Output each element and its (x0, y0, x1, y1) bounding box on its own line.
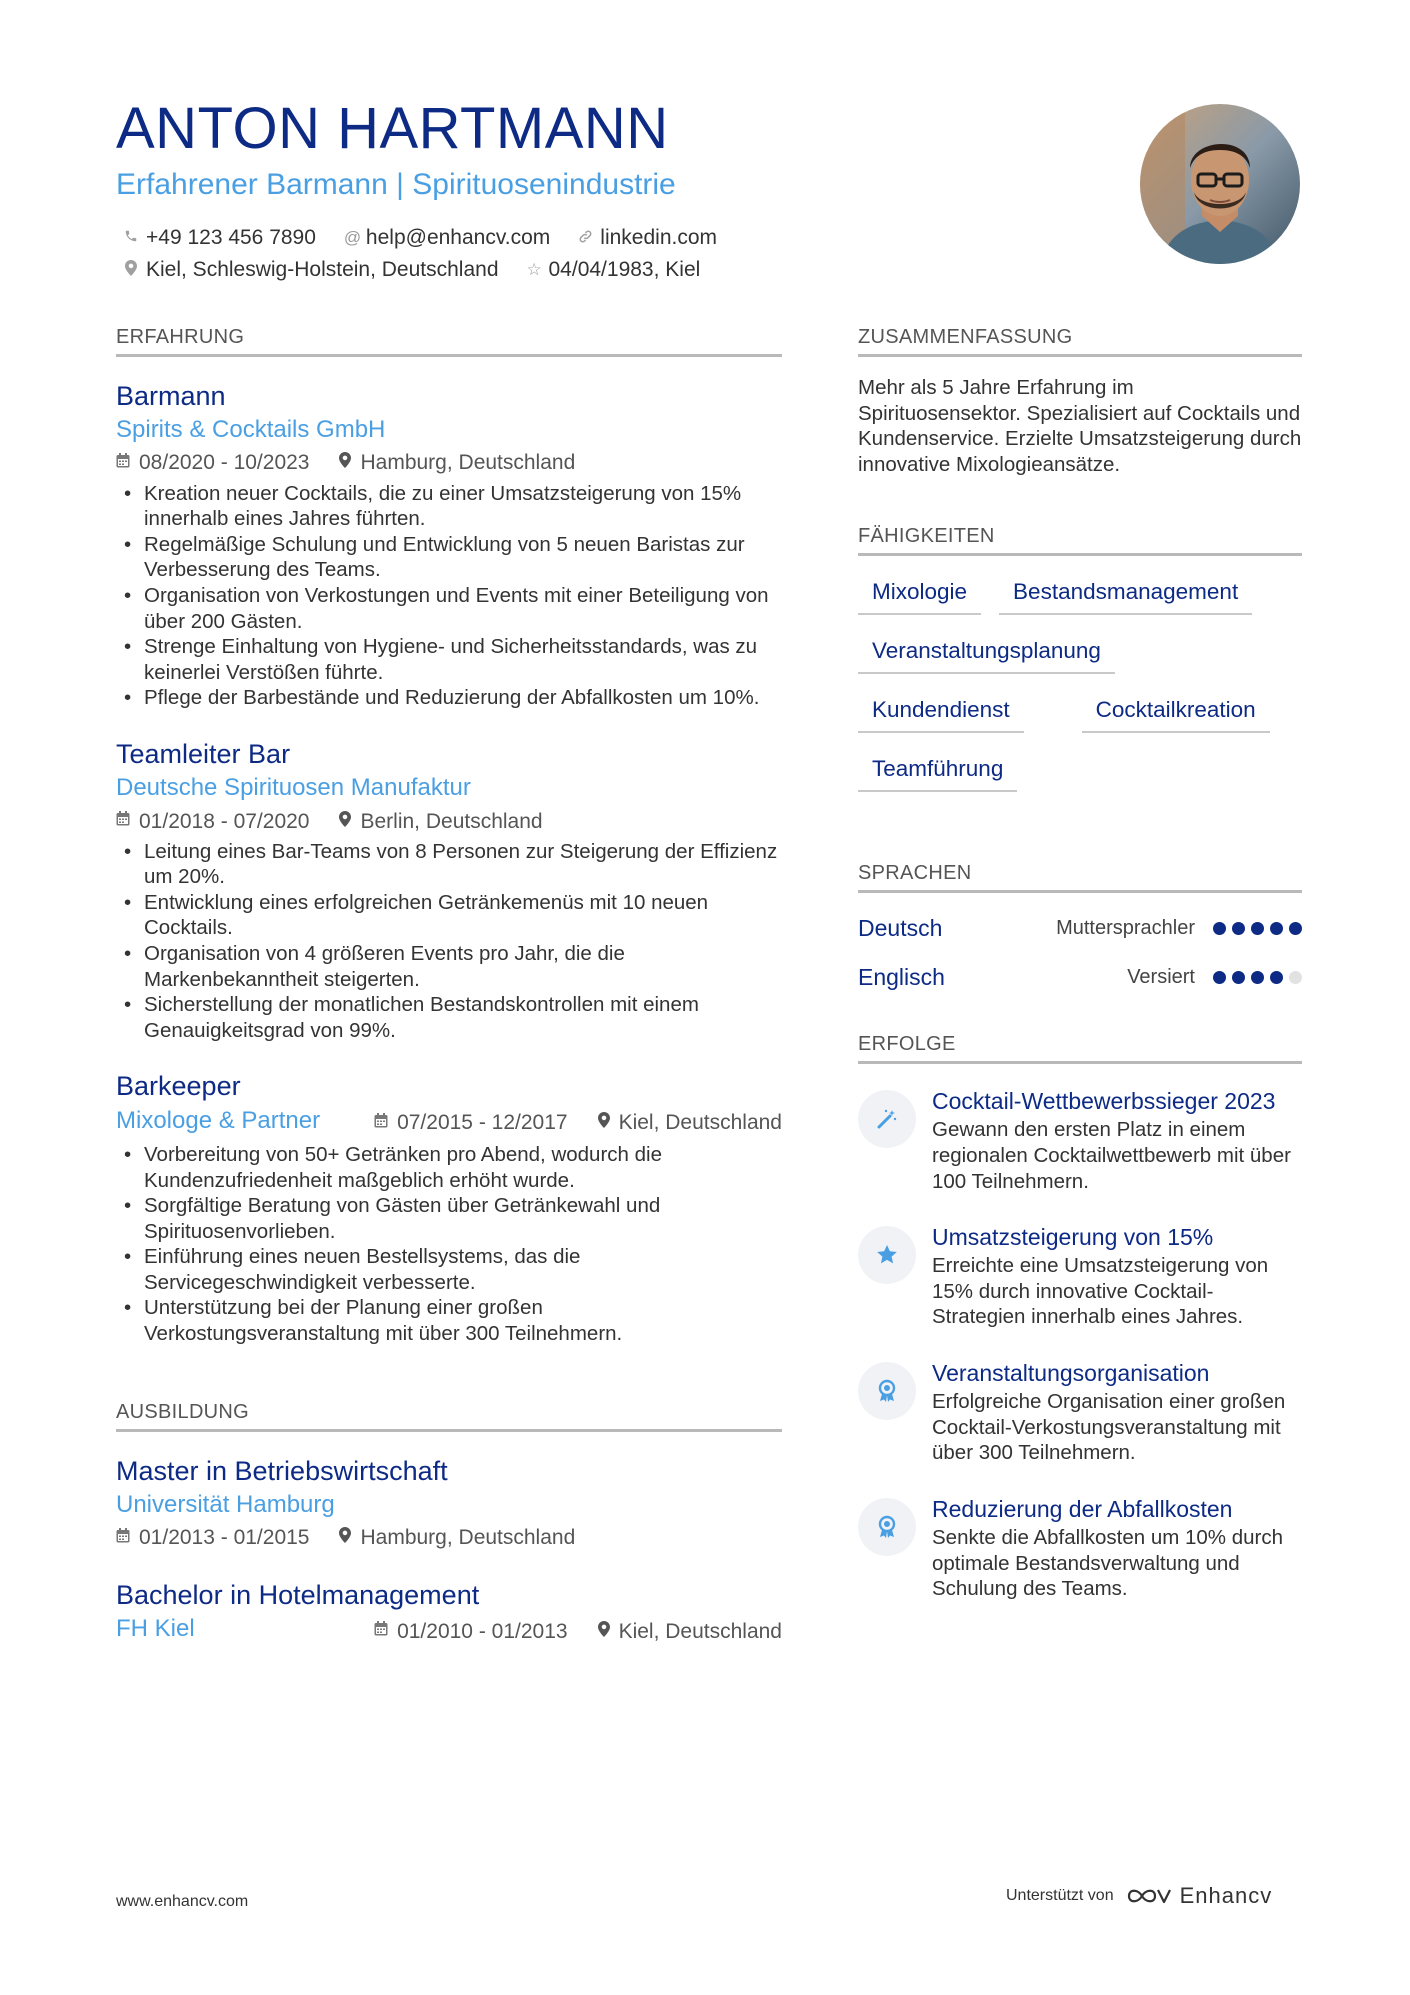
achievement (858, 1358, 1302, 1466)
achievement-desc: Gewann den ersten Platz in einem regionalen Cocktailwettbewerb mit über 100 Teilnehmern. (932, 1118, 1291, 1193)
skills-list (858, 578, 1302, 792)
calendar-icon (374, 1621, 388, 1641)
bullet: • Regelmäßige Schulung und Entwicklung von 5 neuen Baristas zur Verbesserung des Teams. (116, 532, 782, 583)
school: FH Kiel (116, 1615, 195, 1643)
job-meta (374, 1110, 782, 1135)
achievement-title: Veranstaltungsorganisation (932, 1360, 1210, 1387)
phone-number[interactable]: +49 123 456 7890 (146, 226, 316, 249)
skill-tag: Veranstaltungsplanung (858, 637, 1115, 674)
candidate-title: Erfahrener Barmann | Spirituosenindustrie (116, 168, 676, 201)
location-pin-icon (339, 811, 351, 832)
bullet: • Strenge Einhaltung von Hygiene- und Sicherheitsstandards, was zu keinerlei Verstößen führte. (116, 634, 782, 685)
location-pin-icon (339, 1527, 351, 1548)
job-title: Barmann (116, 381, 226, 411)
summary-heading: ZUSAMMENFASSUNG (858, 326, 1302, 357)
education-entry (116, 1454, 782, 1551)
phone (124, 227, 316, 248)
job-dates: 08/2020 - 10/2023 (139, 451, 310, 475)
rating-dot-filled (1213, 971, 1226, 984)
education-heading: AUSBILDUNG (116, 1401, 782, 1432)
skill-tag: Teamführung (858, 755, 1017, 792)
email-address[interactable]: help@enhancv.com (365, 226, 551, 249)
rating-dot-filled (1270, 922, 1283, 935)
rating-dot-filled (1251, 971, 1264, 984)
rating-dot-filled (1213, 922, 1226, 935)
enhancv-logo-icon (1126, 1884, 1172, 1908)
calendar-icon (374, 1113, 388, 1133)
rating-dot-filled (1289, 922, 1302, 935)
location (124, 259, 499, 280)
bullet: • Einführung eines neuen Bestellsystems, das die Servicegeschwindigkeit verbesserte. (116, 1244, 782, 1295)
job-entry (116, 1069, 782, 1346)
birth (527, 259, 701, 280)
company-name: Deutsche Spirituosen Manufaktur (116, 774, 471, 802)
rating-dot-filled (1251, 922, 1264, 935)
linkedin-link[interactable]: linkedin.com (600, 226, 718, 249)
award-icon (858, 1362, 916, 1420)
birth-text: 04/04/1983, Kiel (548, 258, 701, 281)
bullet: • Unterstützung bei der Planung einer großen Verkostungsveranstaltung mit über 300 Teilnehmern. (116, 1295, 782, 1346)
job-location: Hamburg, Deutschland (360, 451, 576, 475)
skills-heading: FÄHIGKEITEN (858, 525, 1302, 556)
footer-powered (1006, 1883, 1272, 1909)
phone-icon (124, 229, 138, 246)
language-name: Deutsch (858, 915, 943, 942)
achievements-heading: ERFOLGE (858, 1033, 1302, 1064)
brand-name: Enhancv (1179, 1883, 1273, 1908)
achievement (858, 1222, 1302, 1330)
star-outline-icon: ☆ (526, 260, 542, 279)
calendar-icon (116, 811, 130, 831)
achievement-desc: Senkte die Abfallkosten um 10% durch optimale Bestandsverwaltung und Schulung des Teams. (932, 1525, 1283, 1601)
bullet: • Pflege der Barbestände und Reduzierung der Abfallkosten um 10%. (116, 685, 782, 711)
achievement-title: Reduzierung der Abfallkosten (932, 1495, 1233, 1522)
company-row (116, 1105, 782, 1137)
school: Universität Hamburg (116, 1490, 335, 1518)
experience-heading: ERFAHRUNG (116, 326, 782, 357)
bullet: • Organisation von 4 größeren Events pro Jahr, die die Markenbekanntheit steigerten. (116, 941, 782, 992)
company-name: Spirits & Cocktails GmbH (116, 416, 386, 444)
school-row (116, 1613, 782, 1645)
language-rating (1213, 922, 1302, 935)
location-pin-icon (598, 1112, 610, 1133)
job-entry (116, 379, 782, 711)
bullet: • Leitung eines Bar-Teams von 8 Personen zur Steigerung der Effizienz um 20%. (116, 839, 782, 890)
achievement-desc: Erfolgreiche Organisation einer großen Cocktail-Verkostungsveranstaltung mit über 300 Teilnehmern. (932, 1390, 1286, 1465)
languages-heading: SPRACHEN (858, 862, 1302, 893)
bullet: • Sicherstellung der monatlichen Bestandskontrollen mit einem Genauigkeitsgrad von 99%. (116, 992, 782, 1043)
contact-row-2 (124, 259, 700, 280)
location-text: Kiel, Schleswig-Holstein, Deutschland (146, 258, 499, 281)
calendar-icon (116, 1528, 130, 1548)
education-location: Kiel, Deutschland (618, 1619, 782, 1643)
skill-tag: Kundendienst (858, 696, 1024, 733)
left-column (116, 326, 782, 1646)
language-level: Versiert (1127, 966, 1195, 989)
footer-website[interactable]: www.enhancv.com (116, 1893, 249, 1910)
language-row (858, 915, 1302, 942)
contact-row-1 (124, 227, 717, 248)
language-level: Muttersprachler (1056, 917, 1195, 940)
education-location: Hamburg, Deutschland (360, 1526, 576, 1550)
star-icon (858, 1226, 916, 1284)
link-icon (578, 229, 592, 247)
bullet: • Kreation neuer Cocktails, die zu einer Umsatzsteigerung von 15% innerhalb eines Jahres führten. (116, 481, 782, 532)
job-title: Teamleiter Bar (116, 739, 291, 770)
achievement (858, 1494, 1302, 1602)
company-name: Mixologe & Partner (116, 1106, 321, 1134)
language-row (858, 964, 1302, 991)
candidate-name: ANTON HARTMANN (116, 96, 669, 161)
bullet: • Entwicklung eines erfolgreichen Getränkemenüs mit 10 neuen Cocktails. (116, 890, 782, 941)
education-entry (116, 1578, 782, 1645)
bullet: • Sorgfältige Beratung von Gästen über Getränkewahl und Spirituosenvorlieben. (116, 1193, 782, 1244)
education-meta (374, 1619, 782, 1644)
skill-tag: Mixologie (858, 578, 981, 615)
rating-dot-filled (1232, 922, 1245, 935)
email (344, 227, 550, 248)
right-column (858, 326, 1302, 1602)
location-pin-icon (124, 260, 138, 279)
job-title: Barkeeper (116, 1071, 241, 1102)
degree: Bachelor in Hotelmanagement (116, 1580, 480, 1611)
job-meta (116, 450, 782, 475)
language-rating (1213, 971, 1302, 984)
summary-text: Mehr als 5 Jahre Erfahrung im Spirituosensektor. Spezialisiert auf Cocktails und Kundenservice. Erzielte Umsatzsteigerung durch innovative Mixologieansätze. (858, 376, 1302, 476)
powered-by-label: Unterstützt von (1006, 1887, 1114, 1904)
degree: Master in Betriebswirtschaft (116, 1455, 448, 1486)
location-pin-icon (598, 1621, 610, 1642)
bullet: • Organisation von Verkostungen und Events mit einer Beteiligung von über 200 Gästen. (116, 583, 782, 634)
education-dates: 01/2010 - 01/2013 (397, 1619, 568, 1643)
achievement (858, 1086, 1302, 1194)
rating-dot-filled (1232, 971, 1245, 984)
calendar-icon (116, 453, 130, 473)
profile-photo (1140, 104, 1300, 264)
education-dates: 01/2013 - 01/2015 (139, 1526, 310, 1550)
award-icon (858, 1498, 916, 1556)
job-dates: 01/2018 - 07/2020 (139, 809, 310, 833)
job-location: Berlin, Deutschland (360, 809, 543, 833)
skill-tag: Cocktailkreation (1082, 696, 1270, 733)
bullet: • Vorbereitung von 50+ Getränken pro Abend, wodurch die Kundenzufriedenheit maßgeblich erhöht wurde. (116, 1142, 782, 1193)
rating-dot-filled (1270, 971, 1283, 984)
job-meta (116, 809, 782, 834)
achievement-title: Cocktail-Wettbewerbssieger 2023 (932, 1088, 1276, 1115)
location-pin-icon (339, 452, 351, 473)
at-icon: @ (343, 228, 362, 247)
education-meta (116, 1525, 782, 1550)
job-dates: 07/2015 - 12/2017 (397, 1111, 568, 1135)
achievement-desc: Erreichte eine Umsatzsteigerung von 15% durch innovative Cocktail-Strategien innerhalb eines Jahres. (932, 1254, 1269, 1329)
language-name: Englisch (858, 964, 945, 991)
brand-logo[interactable] (1126, 1883, 1273, 1909)
job-bullets (116, 839, 782, 1044)
magic-wand-icon (858, 1090, 916, 1148)
linkedin (578, 227, 717, 248)
job-entry (116, 737, 782, 1043)
job-bullets (116, 481, 782, 711)
job-bullets (116, 1142, 782, 1347)
job-location: Kiel, Deutschland (618, 1111, 782, 1135)
achievement-title: Umsatzsteigerung von 15% (932, 1224, 1214, 1251)
rating-dot-empty (1289, 971, 1302, 984)
skill-tag: Bestandsmanagement (999, 578, 1252, 615)
